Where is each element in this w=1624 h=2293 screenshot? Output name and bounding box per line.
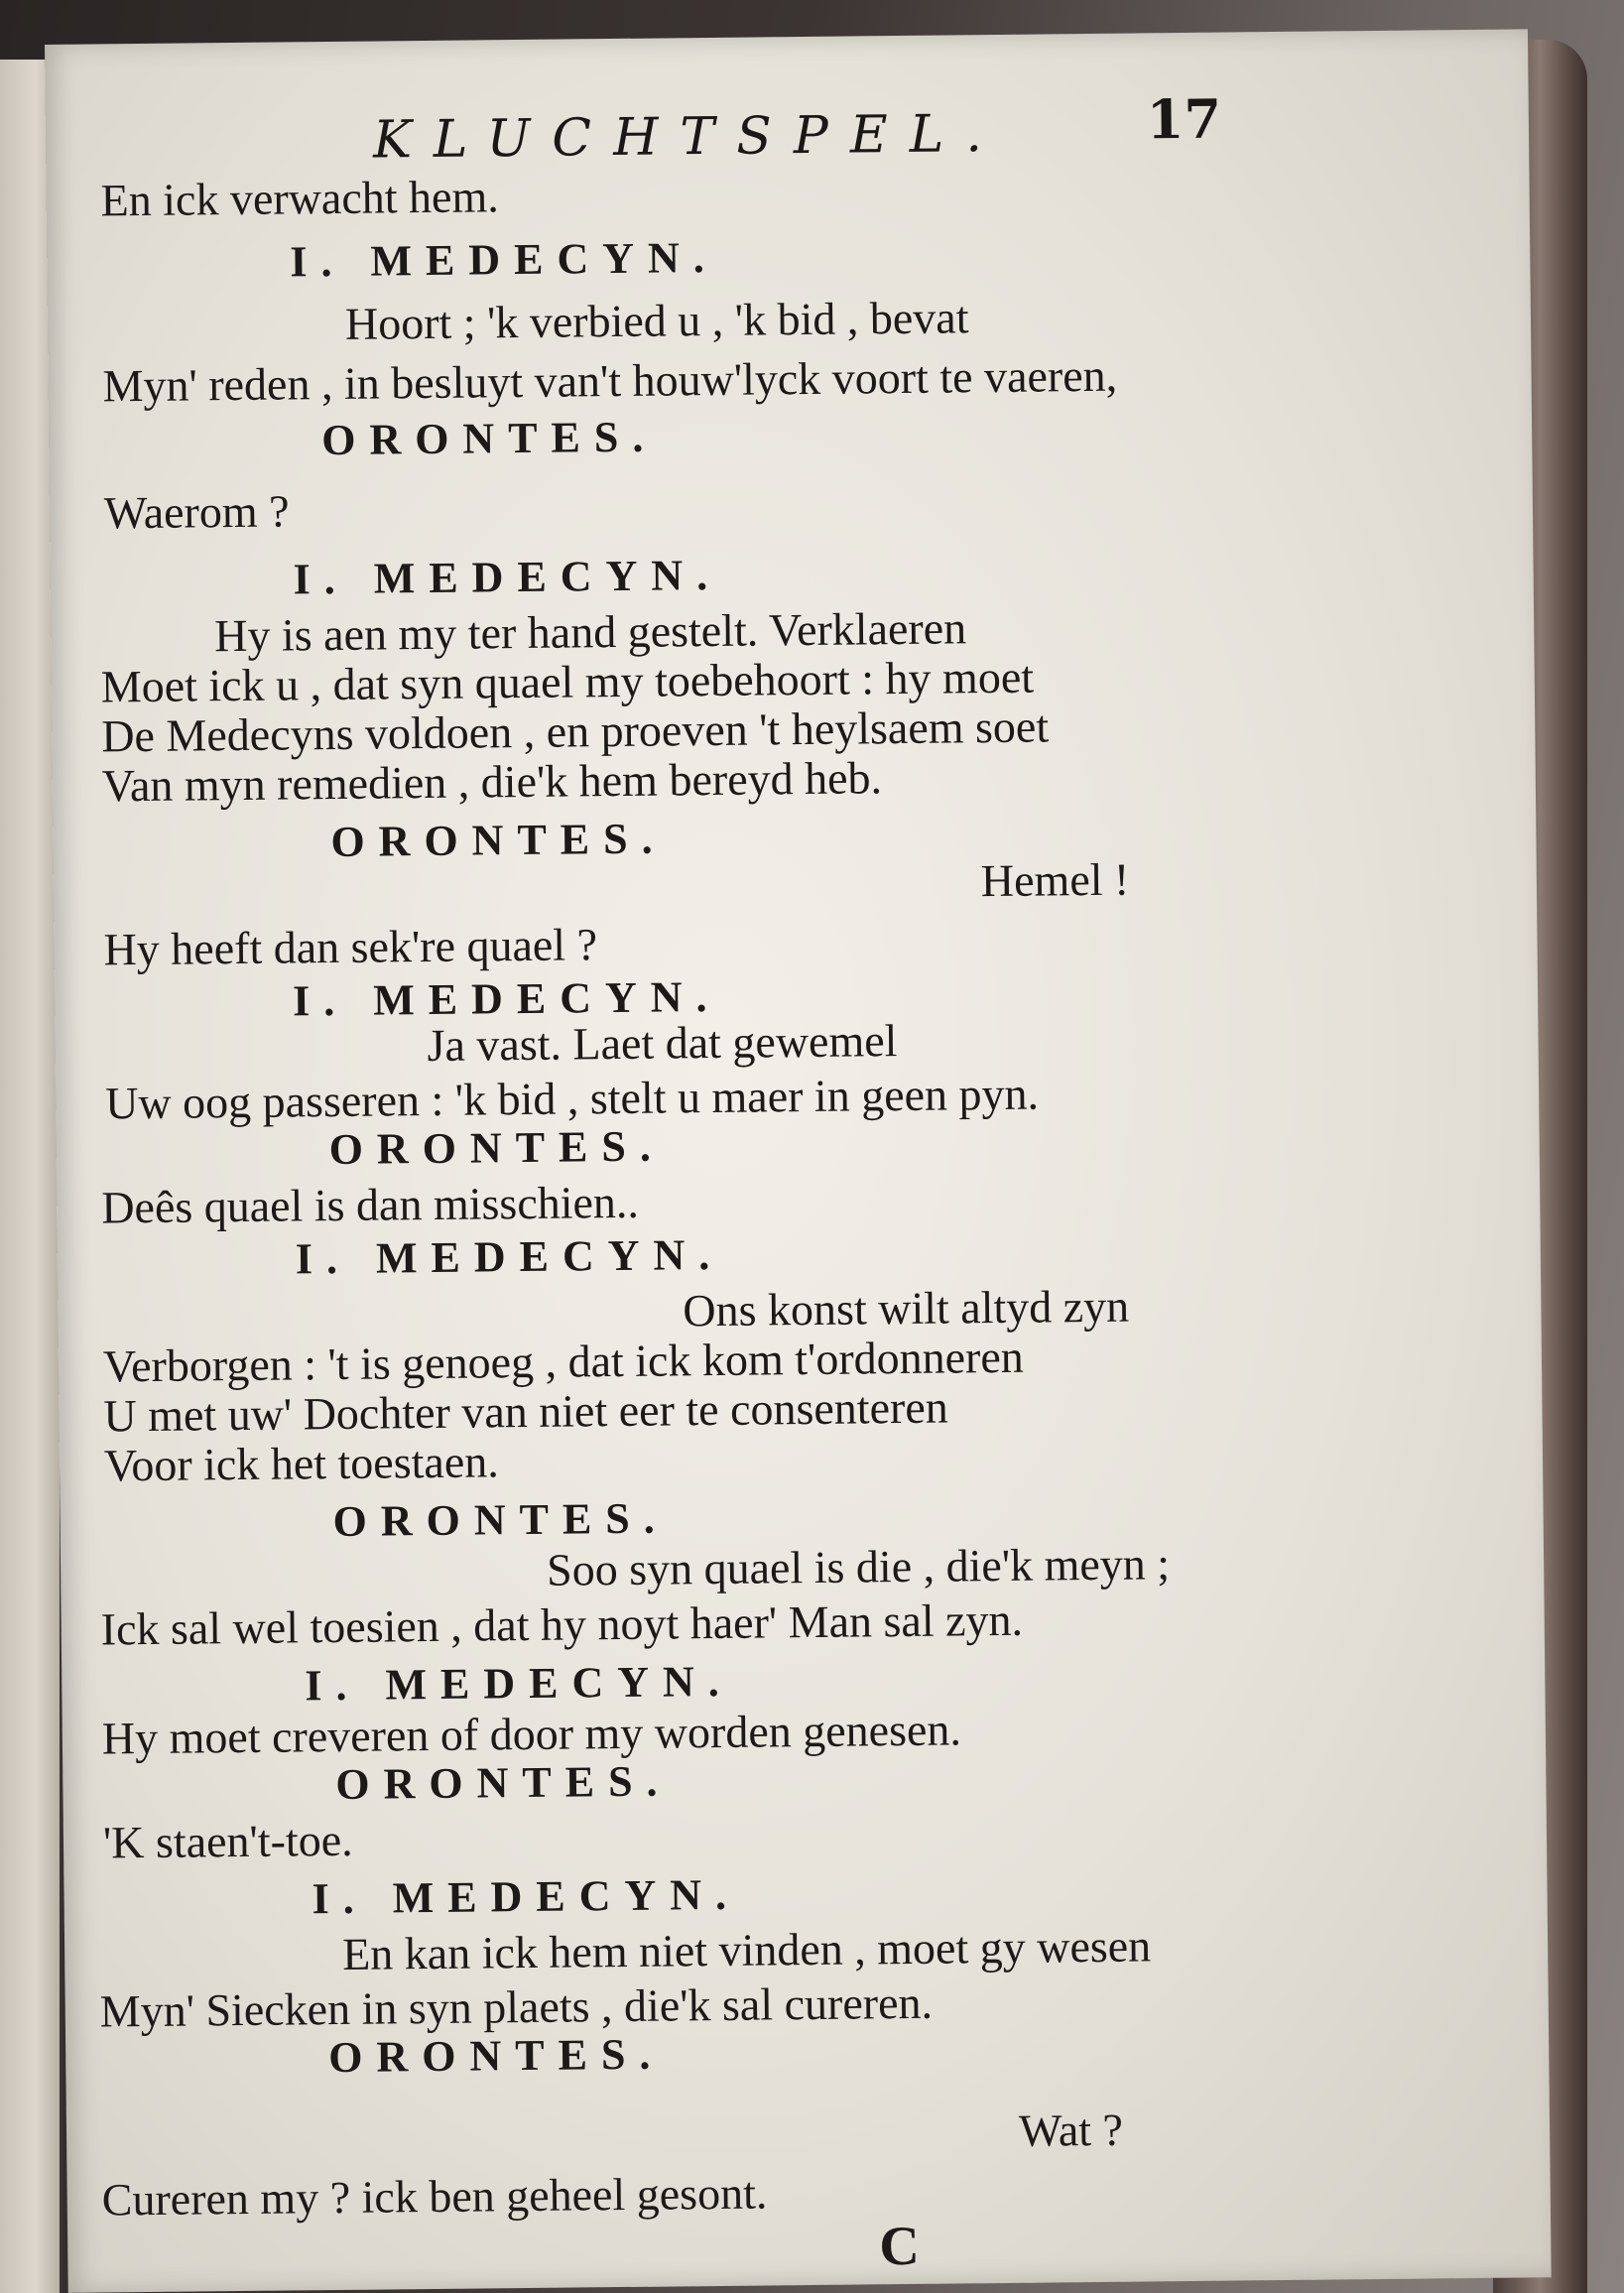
text-line: Cureren my ? ick ben geheel gesont. <box>101 2167 768 2226</box>
text-line: Moet ick u , dat syn quael my toebehoort : hy moet <box>100 651 1035 712</box>
speaker-label: I. MEDECYN. <box>295 1229 724 1284</box>
speaker-label: I. MEDECYN. <box>290 232 718 287</box>
text-line: De Medecyns voldoen , en proeven 't heylsaem soet <box>101 701 1050 762</box>
text-line: Hy is aen my ter hand gestelt. Verklaeren <box>213 602 967 662</box>
speaker-label: ORONTES. <box>320 412 658 465</box>
text-line: Wat ? <box>1018 2103 1124 2156</box>
text-line: Hy heeft dan sek're quael ? <box>103 919 598 975</box>
speaker-label: I. MEDECYN. <box>293 550 722 604</box>
speaker-label: I. MEDECYN. <box>292 971 721 1026</box>
book-page <box>45 29 1552 2293</box>
text-line: 'K staen't-toe. <box>102 1814 353 1868</box>
text-line: Verborgen : 't is genoeg , dat ick kom t'ordonneren <box>102 1331 1025 1392</box>
text-line: Van myn remedien , die'k hem bereyd heb. <box>101 752 883 812</box>
text-line: U met uw' Dochter van niet eer te consenteren <box>103 1381 948 1442</box>
speaker-label: ORONTES. <box>332 1493 670 1547</box>
running-title: KLUCHTSPEL. <box>372 103 1005 171</box>
text-line: Myn' reden , in besluyt van't houw'lyck voort te vaeren, <box>102 349 1118 412</box>
catchword: C <box>878 2215 921 2278</box>
text-line: Ons konst wilt altyd zyn <box>683 1280 1130 1337</box>
text-line: En ick verwacht hem. <box>100 171 499 226</box>
text-line: Ja vast. Laet dat gewemel <box>427 1015 898 1072</box>
text-line: Hy moet creveren of door my worden genesen. <box>101 1704 962 1764</box>
text-line: Deês quael is dan misschien.. <box>101 1176 640 1233</box>
text-line: Ick sal wel toesien , dat hy noyt haer' Man sal zyn. <box>100 1593 1024 1655</box>
text-line: Myn' Siecken in syn plaets , die'k sal cureren. <box>99 1976 934 2037</box>
text-line: Soo syn quael is die , die'k meyn ; <box>546 1538 1171 1595</box>
speaker-label: ORONTES. <box>330 814 667 867</box>
speaker-label: I. MEDECYN. <box>305 1656 734 1711</box>
text-line: Hoort ; 'k verbied u , 'k bid , bevat <box>344 292 969 349</box>
speaker-label: ORONTES. <box>328 1121 666 1175</box>
speaker-label: ORONTES. <box>328 2029 665 2083</box>
speaker-label: ORONTES. <box>335 1756 672 1810</box>
text-line: Hemel ! <box>980 853 1130 907</box>
text-line: Uw oog passeren : 'k bid , stelt u maer in geen pyn. <box>104 1068 1040 1129</box>
text-line: Waerom ? <box>103 485 290 539</box>
text-line: En kan ick hem niet vinden , moet gy wesen <box>341 1920 1152 1979</box>
speaker-label: I. MEDECYN. <box>312 1869 741 1924</box>
text-line: Voor ick het toestaen. <box>103 1436 499 1491</box>
page-number: 17 <box>1146 86 1222 152</box>
